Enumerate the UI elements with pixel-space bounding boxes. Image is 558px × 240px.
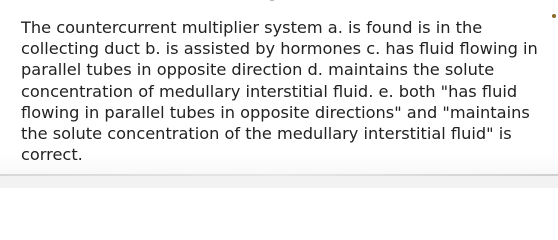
question-text: The countercurrent multiplier system a. is found is in the collecting duct b. is assisted by hormones c. has fluid flowing in parallel tubes in opposite direction d. maintains the solute concentration of medullary interstitial fluid. e. both "has fluid flowing in parallel tubes in opposite directions" and "maintains the solute concentration of the medullary interstitial fluid" is correct. (21, 18, 538, 165)
bottom-shade (0, 176, 558, 188)
corner-dot-icon (552, 14, 556, 18)
top-tick-mark (270, 0, 274, 1)
